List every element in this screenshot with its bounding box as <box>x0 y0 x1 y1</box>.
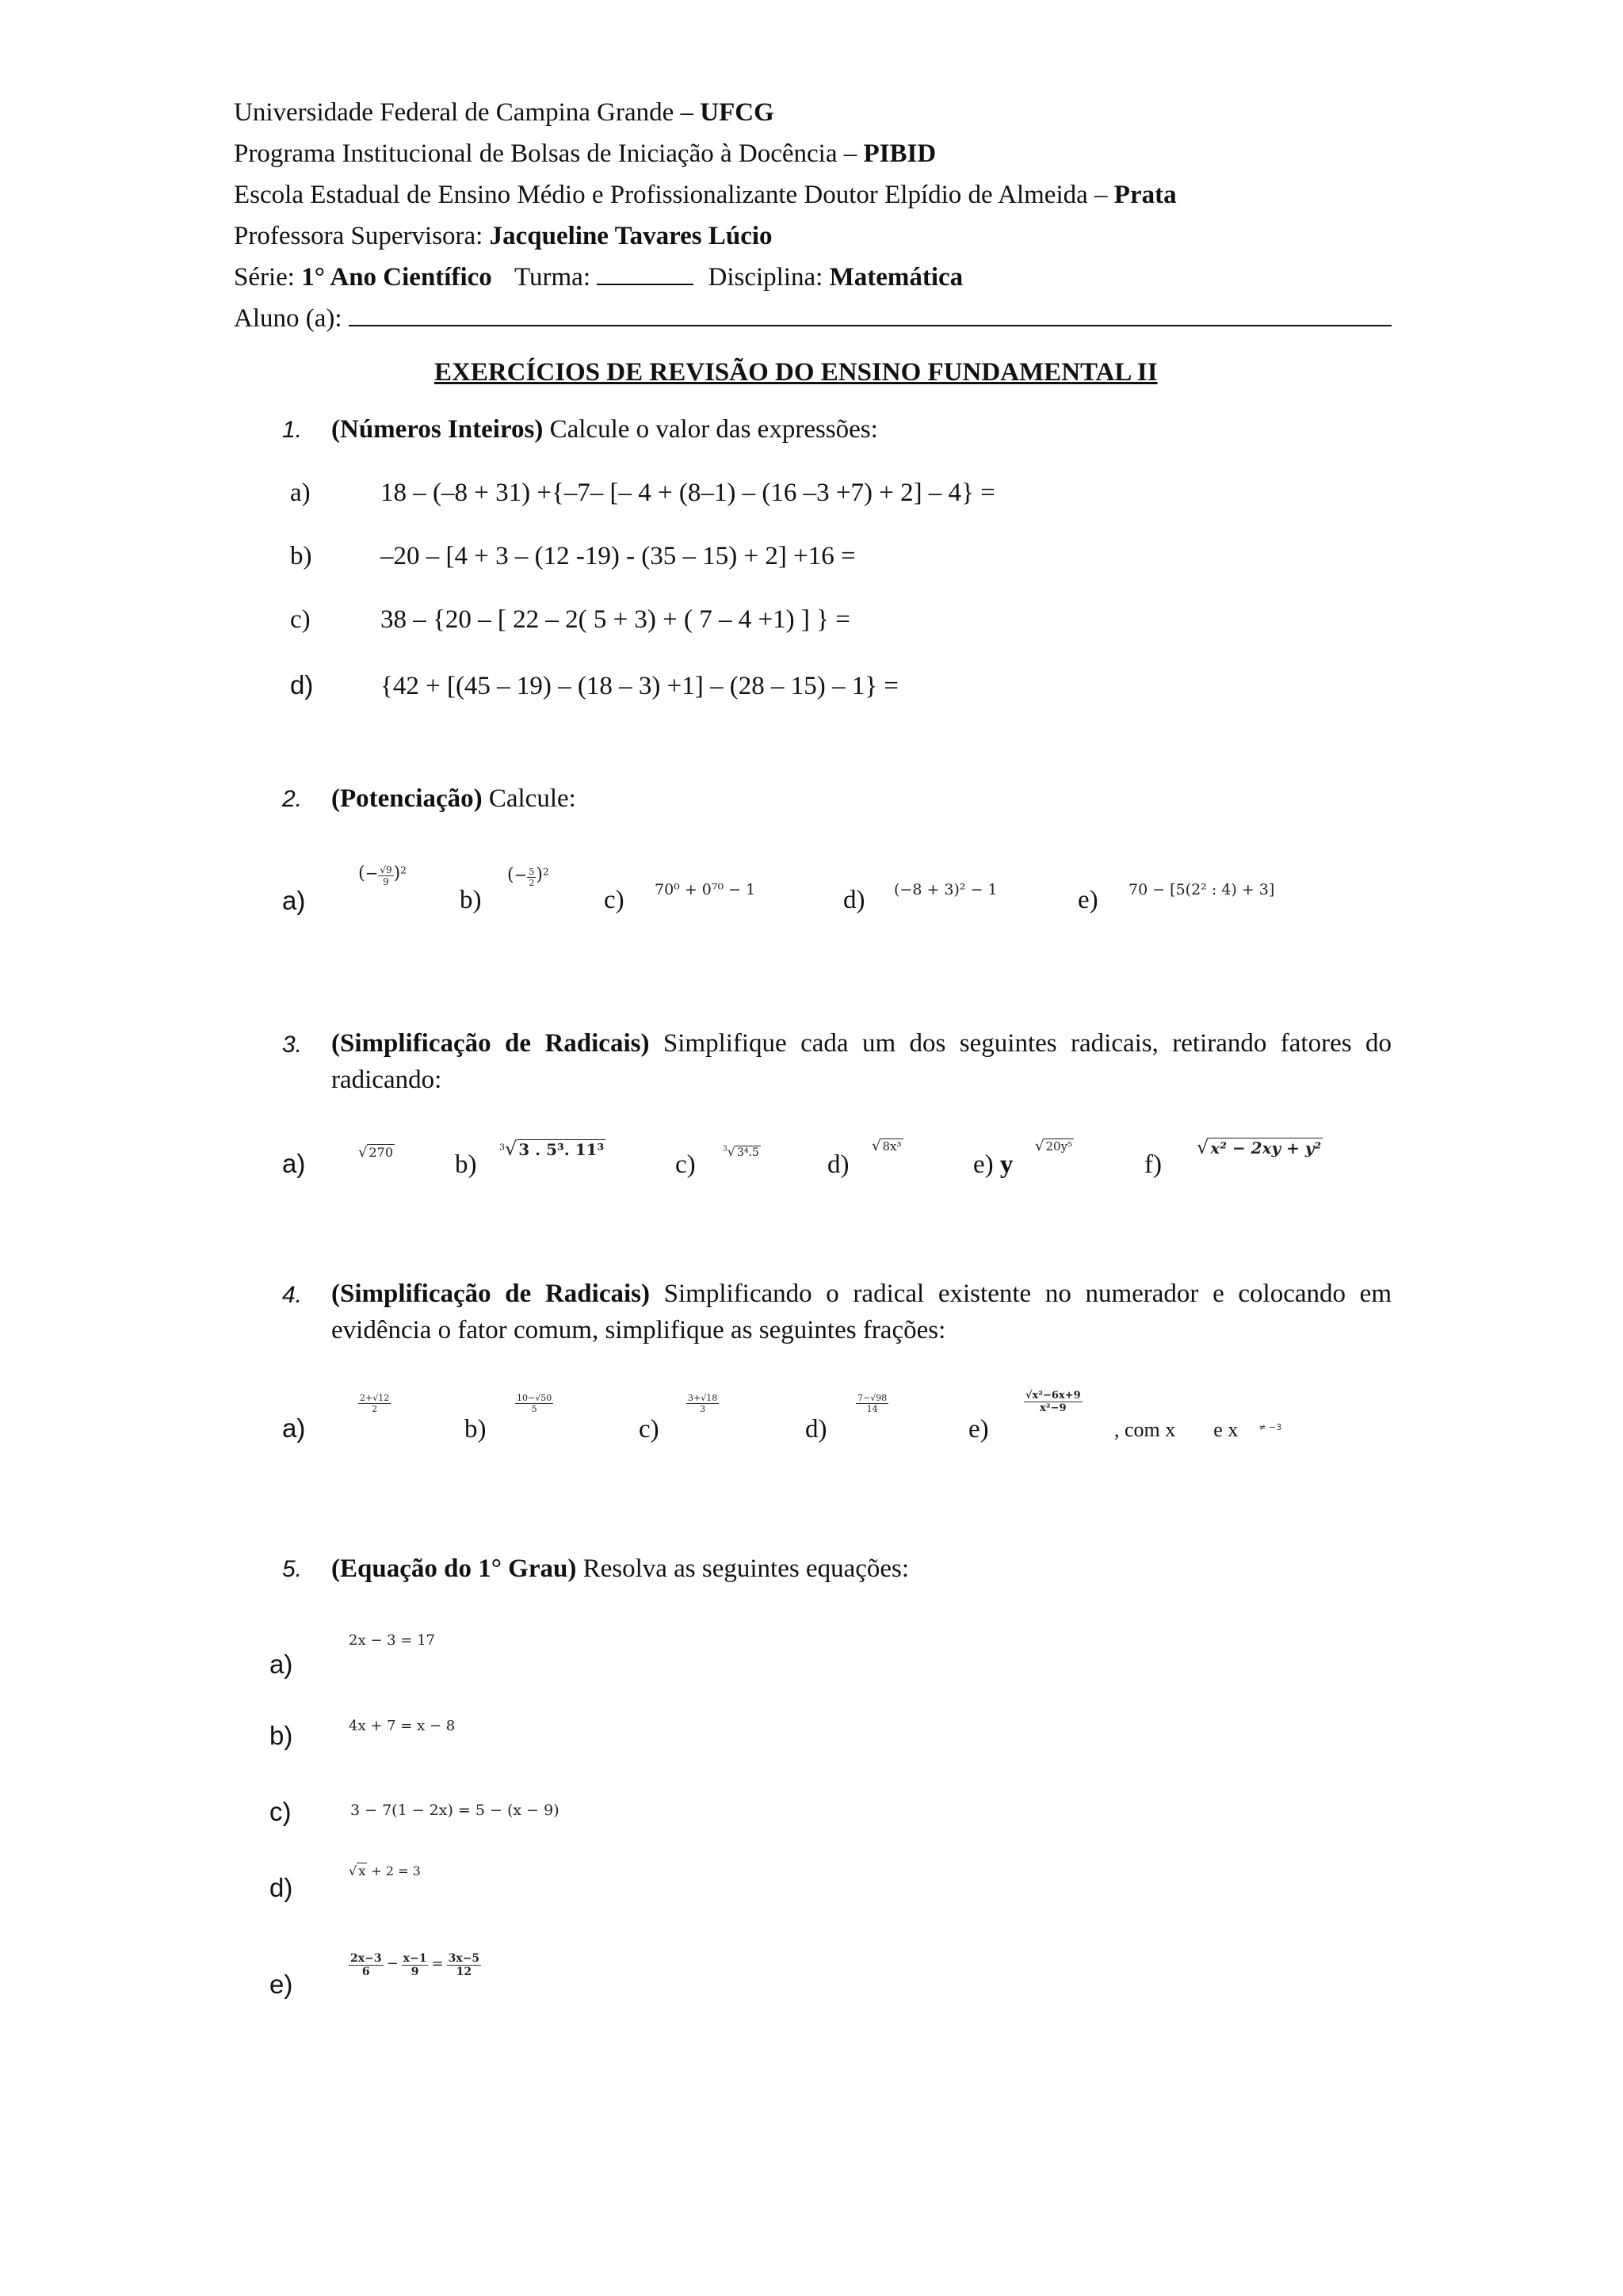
header-line-student <box>234 303 1392 334</box>
header-text: Aluno (a): <box>234 304 349 333</box>
q2-label-d: d) <box>843 886 865 914</box>
header-bold: Matemática <box>829 263 964 292</box>
q1-item-expression: {42 + [(45 – 19) – (18 – 3) +1] – (28 – 15) – 1} = <box>380 672 899 700</box>
q1-item-label: b) <box>290 542 312 570</box>
q2-expression-d: (−8 + 3)² − 1 <box>894 881 998 898</box>
question-5-heading <box>282 1554 910 1584</box>
question-topic: (Simplificação de Radicais) <box>331 1029 650 1058</box>
q5-equation-e: $\frac{2x-3}{6}$ − $\frac{x-1}{9}$ = $\frac{3x-5}{12}$ <box>350 1952 480 1978</box>
question-4-heading <box>331 1276 1392 1348</box>
q4-label-b: b) <box>464 1415 487 1444</box>
question-number: 5. <box>282 1556 303 1582</box>
q3-label-c: c) <box>675 1150 696 1179</box>
q4-expression-a: $\frac{2+√12}{2}$ <box>360 1393 390 1414</box>
question-2-heading <box>282 784 576 814</box>
q2-label-b: b) <box>460 886 482 914</box>
q1-item-expression: 38 – {20 – [ 22 – 2( 5 + 3) + ( 7 – 4 +1) ] } = <box>380 605 850 634</box>
question-1-heading <box>282 415 878 444</box>
q2-expression-c: 70⁰ + 0⁷⁰ − 1 <box>655 881 756 898</box>
header-line-university <box>234 97 774 128</box>
q5-equation-b: 4x + 7 = x − 8 <box>349 1718 456 1734</box>
question-3-heading <box>331 1025 1392 1098</box>
q3-label-d: d) <box>827 1150 850 1179</box>
q4-expression-d: $\frac{7-√98}{14}$ <box>857 1393 888 1414</box>
q3-expression-a: √ 270 <box>358 1144 394 1161</box>
q1-item-label: a) <box>290 479 311 507</box>
q5-equation-c: 3 − 7(1 − 2x) = 5 − (x − 9) <box>350 1802 559 1819</box>
q5-label-b: b) <box>269 1721 293 1750</box>
question-number: 2. <box>282 786 303 812</box>
q3-expression-f: √ x² − 2xy + y² <box>1197 1136 1322 1158</box>
student-name-blank[interactable] <box>349 325 1392 326</box>
question-text: Simplifique cada um dos seguintes radicais, retirando fatores do radicando: <box>331 1029 1392 1094</box>
header-bold: 1° Ano Científico <box>301 263 492 292</box>
q1-item-label: c) <box>290 605 311 634</box>
header-bold: UFCG <box>700 98 774 127</box>
q5-label-c: c) <box>269 1797 292 1826</box>
question-number: 4. <box>282 1282 303 1308</box>
header-text: Série: <box>234 263 302 292</box>
q4-expression-b: $\frac{10-√50}{5}$ <box>517 1393 552 1414</box>
header-text: Professora Supervisora: <box>234 222 490 250</box>
question-topic: (Números Inteiros) <box>331 415 544 444</box>
question-text: Calcule: <box>482 784 576 813</box>
q3-label-b: b) <box>455 1150 477 1179</box>
question-text: Simplificando o radical existente no numerador e colocando em evidência o fator comum, simplifique as seguintes frações: <box>331 1280 1392 1344</box>
q2-label-e: e) <box>1078 886 1098 914</box>
q3-expression-b: $^3$√ 3 . 5³. 11³ <box>499 1138 605 1160</box>
q4-label-d: d) <box>805 1415 827 1444</box>
q5-label-d: d) <box>269 1873 293 1902</box>
q5-label-a: a) <box>269 1650 293 1679</box>
q3-expression-e: √ 20y⁵ <box>1035 1138 1073 1154</box>
q3-expression-d: √ 8x³ <box>872 1138 902 1154</box>
header-text: Turma: <box>514 263 598 292</box>
q3-label-f: f) <box>1144 1150 1162 1179</box>
q4-expression-c: $\frac{3+√18}{3}$ <box>688 1393 718 1414</box>
header-line-program <box>234 138 936 170</box>
q5-label-e: e) <box>269 1970 293 1999</box>
header-bold: Prata <box>1113 181 1177 209</box>
q3-label-e: e) y <box>973 1150 1014 1179</box>
q5-equation-a: 2x − 3 = 17 <box>349 1632 436 1649</box>
question-topic: (Potenciação) <box>331 784 483 813</box>
header-bold: PIBID <box>863 139 937 168</box>
turma-blank[interactable] <box>597 284 693 285</box>
q4-label-e: e) <box>968 1415 989 1444</box>
header-text: Disciplina: <box>708 263 830 292</box>
header-text: Programa Institucional de Bolsas de Iniciação à Docência – <box>234 139 864 168</box>
question-text: Calcule o valor das expressões: <box>543 415 878 444</box>
q4-expression-e: $\frac{\text{√x²−6x+9}}{\text{x²−9}}$ <box>1025 1390 1081 1414</box>
question-number: 3. <box>282 1032 303 1058</box>
question-number: 1. <box>282 417 303 443</box>
q4-label-a: a) <box>282 1413 306 1443</box>
q4-label-c: c) <box>639 1415 659 1444</box>
header-line-class <box>234 261 963 293</box>
q2-label-c: c) <box>604 886 624 914</box>
header-bold: Jacqueline Tavares Lúcio <box>489 222 773 250</box>
header-line-school <box>234 179 1177 211</box>
q1-item-expression: –20 – [4 + 3 – (12 -19) - (35 – 15) + 2] +16 = <box>380 542 856 570</box>
header-line-teacher <box>234 220 773 252</box>
question-text: Resolva as seguintes equações: <box>576 1554 910 1583</box>
q1-item-label: d) <box>290 670 314 700</box>
q2-expression-b: (− $\frac{5}{2}$ )$^2$ <box>507 865 549 888</box>
question-topic: (Equação do 1° Grau) <box>331 1554 577 1583</box>
q2-label-a: a) <box>282 886 306 915</box>
header-text: Universidade Federal de Campina Grande – <box>234 98 701 127</box>
page-title: EXERCÍCIOS DE REVISÃO DO ENSINO FUNDAMENTAL II <box>434 358 1158 387</box>
q2-expression-e: 70 − [5(2² : 4) + 3] <box>1128 881 1275 898</box>
q5-equation-d: √ x + 2 = 3 <box>349 1863 421 1878</box>
header-text: Escola Estadual de Ensino Médio e Profissionalizante Doutor Elpídio de Almeida – <box>234 181 1114 209</box>
q4-condition: , com x e x $^{\ne -3}$ <box>1114 1418 1282 1441</box>
q3-label-a: a) <box>282 1149 306 1178</box>
question-topic: (Simplificação de Radicais) <box>331 1280 650 1308</box>
q2-expression-a: (− $\frac{√9}{9}$ )$^2$ <box>358 864 407 887</box>
q1-item-expression: 18 – (–8 + 31) +{–7– [– 4 + (8–1) – (16 –3 +7) + 2] – 4} = <box>380 479 995 507</box>
q3-expression-c: $^3$√ 3⁴.5 <box>723 1144 759 1159</box>
